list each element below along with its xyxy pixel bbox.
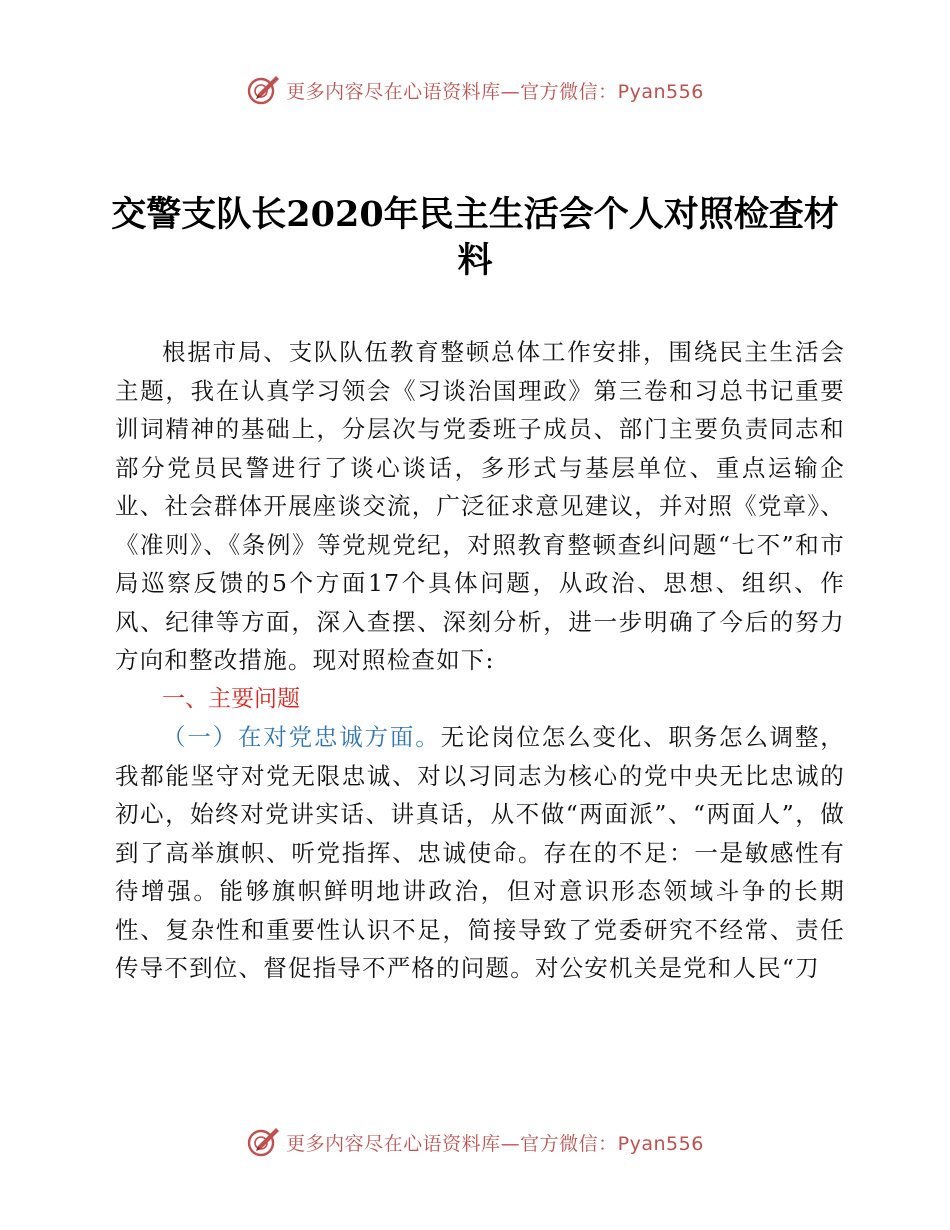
subsection-text: 无论岗位怎么变化、职务怎么调整，我都能坚守对党无限忠诚、对以习同志为核心的党中央无比忠诚的初心，始终对党讲实话、讲真话，从不做“两面派”、“两面人”，做到了高举旗帜、听党指挥、忠诚使命。存在的不足：一是敏感性有待增强。能够旗帜鲜明地讲政治，但对意识形态领域斗争的长期性、复杂性和重要性认识不足，简接导致了党委研究不经常、责任传导不到位、督促指导不严格的问题。对公安机关是党和人民“刀: [115, 723, 845, 982]
banner-text: 更多内容尽在心语资料库—官方微信：Pyan556: [286, 80, 704, 103]
subsection-heading: （一）在对党忠诚方面。: [162, 723, 441, 751]
section-heading: 一、主要问题: [162, 685, 300, 712]
subsection-paragraph: [115, 718, 845, 988]
document-body: [115, 333, 845, 988]
red-pen-logo-icon: [246, 1125, 280, 1159]
header-watermark-banner: [0, 70, 950, 110]
intro-paragraph: 根据市局、支队队伍教育整顿总体工作安排，围绕民主生活会主题，我在认真学习领会《习谈治国理政》第三卷和习总书记重要训词精神的基础上，分层次与党委班子成员、部门主要负责同志和部分党员民警进行了谈心谈话，多形式与基层单位、重点运输企业、社会群体开展座谈交流，广泛征求意见建议，并对照《党章》、《准则》、《条例》等党规党纪，对照教育整顿查纠问题“七不”和市局巡察反馈的5个方面17个具体问题，从政治、思想、组织、作风、纪律等方面，深入查摆、深刻分析，进一步明确了今后的努力方向和整改措施。现对照检查如下:: [115, 338, 845, 674]
banner-text: 更多内容尽在心语资料库—官方微信：Pyan556: [286, 1132, 704, 1155]
red-pen-logo-icon: [246, 73, 280, 107]
document-title: 交警支队长2020年民主生活会个人对照检查材料: [111, 194, 839, 281]
footer-watermark-banner: [0, 1122, 950, 1162]
